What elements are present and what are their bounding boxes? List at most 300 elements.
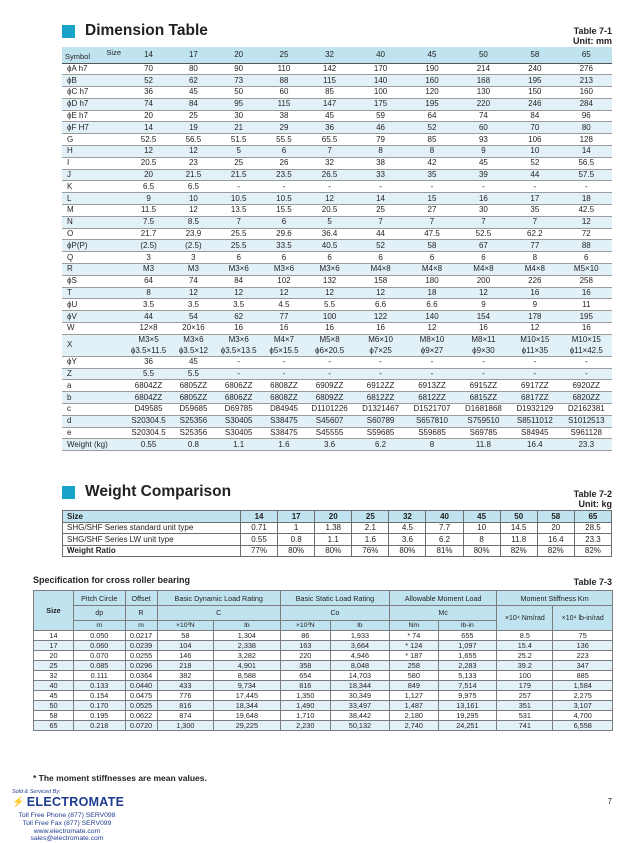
roller-value-cell: 347 [553,661,613,671]
roller-value-cell: 0.0255 [125,651,157,661]
dimension-value-cell: 6.2 [355,439,406,451]
weight-value-cell: 11.8 [500,534,537,546]
fax-text: Toll Free Fax (877) SERV099 [22,819,112,827]
roller-value-cell: 7,514 [438,681,497,691]
dimension-value-cell: 106 [509,134,560,146]
dimension-symbol-cell: T [62,287,124,299]
dimension-value-cell: 14 [355,193,406,205]
dimension-value-cell: 36 [304,122,355,134]
weight-value-cell: 3.6 [389,534,426,546]
dimension-symbol-cell: ϕC h7 [62,87,124,99]
roller-group-header: Pitch Circle [74,591,126,606]
dimension-value-cell: 6917ZZ [509,380,560,392]
dimension-value-cell: - [458,368,509,380]
dimension-value-cell: 25 [173,110,214,122]
dimension-value-cell: 79 [355,134,406,146]
dimension-value-cell: 36.4 [304,228,355,240]
dimension-value-cell: S961128 [561,427,612,439]
dimension-value-cell: 6.5 [124,181,173,193]
roller-symbol-row [34,606,613,621]
weight-table-unit: Unit: kg [578,499,612,509]
dimension-value-cell: M10×15 [509,334,560,345]
dimension-value-cell: 6805ZZ [173,392,214,404]
dimension-value-cell: M5×8 [304,334,355,345]
dimension-table-unit: Unit: mm [573,36,612,46]
dimension-value-cell: 213 [561,75,612,87]
roller-value-cell: 9,975 [438,691,497,701]
roller-value-cell: 33,497 [330,701,389,711]
dimension-value-cell: 6815ZZ [458,392,509,404]
dimension-value-cell: D1681868 [458,404,509,416]
dimension-value-cell: 38 [264,110,305,122]
dimension-value-cell: 52 [509,157,560,169]
size-header-cell: 50 [458,47,509,63]
dimension-value-cell: D1101226 [304,404,355,416]
dimension-value-cell: 29 [264,122,305,134]
dimension-value-cell: 102 [264,275,305,287]
roller-value-cell: 849 [390,681,438,691]
dimension-value-cell: - [458,356,509,368]
roller-value-cell: 816 [157,701,213,711]
dimension-value-cell: 1.6 [264,439,305,451]
dimension-value-cell: 20 [124,110,173,122]
weight-value-cell: 2.1 [352,522,389,534]
size-header-cell: 25 [352,511,389,523]
weight-value-cell: 1.38 [315,522,352,534]
dimension-symbol-cell: ϕF H7 [62,122,124,134]
dimension-value-cell: 6 [264,216,305,228]
dimension-value-cell: 14 [561,146,612,158]
dimension-value-cell: S69785 [458,427,509,439]
dimension-value-cell: 8 [509,252,560,264]
dimension-value-cell: 0.55 [124,439,173,451]
dimension-value-cell: M10×15 [561,334,612,345]
roller-value-cell: 1,350 [280,691,330,701]
dimension-value-cell: - [406,181,457,193]
roller-value-cell: 100 [497,671,553,681]
dimension-value-cell: 142 [304,63,355,75]
dimension-value-cell: - [561,181,612,193]
dimension-symbol-cell: ϕP(P) [62,240,124,252]
roller-value-cell: 86 [280,631,330,641]
dimension-value-cell: 16 [264,323,305,335]
roller-unit-cell: lb-in [438,621,497,631]
dimension-row [62,380,612,392]
dimension-value-cell: M3×6 [173,334,214,345]
dimension-value-cell: M3×6 [214,264,264,276]
roller-symbol-cell: Mc [390,606,497,621]
dimension-value-cell: 16 [509,287,560,299]
dimension-row [62,216,612,228]
dimension-value-cell: 6.6 [355,299,406,311]
roller-value-cell: 0.170 [74,701,126,711]
weight-value-cell: 77% [241,545,278,557]
dimension-value-cell: D1932129 [509,404,560,416]
dimension-value-cell: ϕ9×30 [458,345,509,356]
dimension-row-x-bottom [62,345,612,356]
dimension-value-cell: 7 [406,216,457,228]
dimension-value-cell: 40.5 [304,240,355,252]
roller-value-cell: 14,703 [330,671,389,681]
dimension-value-cell: S20304.5 [124,415,173,427]
dimension-value-cell: 23.5 [264,169,305,181]
dimension-row [62,193,612,205]
dimension-value-cell: M4×7 [264,334,305,345]
dimension-value-cell: 85 [304,87,355,99]
roller-value-cell: 2,283 [438,661,497,671]
roller-value-cell: 3,664 [330,641,389,651]
dimension-value-cell: 6808ZZ [264,392,305,404]
dimension-value-cell: 44 [124,311,173,323]
dimension-value-cell: 45 [173,356,214,368]
dimension-row-x-top [62,334,612,345]
dimension-value-cell: 7 [355,216,406,228]
contact-info [12,812,122,843]
dimension-value-cell: 12 [173,205,214,217]
roller-size-cell: 20 [34,651,74,661]
weight-value-cell: 7.7 [426,522,463,534]
dimension-value-cell: M6×10 [355,334,406,345]
dimension-value-cell: S25356 [173,415,214,427]
dimension-value-cell: 16 [561,287,612,299]
dimension-value-cell: M8×10 [406,334,457,345]
dimension-value-cell: 12 [355,287,406,299]
roller-spec-table [33,590,613,731]
dimension-value-cell: 54 [173,311,214,323]
dimension-value-cell: M4×8 [355,264,406,276]
roller-value-cell: 2,338 [214,641,281,651]
roller-value-cell: 136 [553,641,613,651]
dimension-value-cell: 60 [458,122,509,134]
dimension-value-cell: 59 [355,110,406,122]
weight-row [63,522,612,534]
dimension-value-cell: 5 [304,216,355,228]
roller-value-cell: 0.085 [74,661,126,671]
dimension-value-cell: 195 [561,311,612,323]
dimension-value-cell: 27 [406,205,457,217]
dimension-value-cell: 62.2 [509,228,560,240]
dimension-symbol-cell: ϕE h7 [62,110,124,122]
dimension-value-cell: 12 [458,287,509,299]
dimension-value-cell: 4.5 [264,299,305,311]
roller-row [34,661,613,671]
roller-row [34,681,613,691]
roller-value-cell: 4,700 [553,711,613,721]
dimension-value-cell: 170 [355,63,406,75]
dimension-value-cell: ϕ7×25 [355,345,406,356]
dimension-value-cell: 16 [214,323,264,335]
roller-value-cell: 358 [280,661,330,671]
dimension-title: Dimension Table [85,22,208,39]
dimension-value-cell: 56.5 [561,157,612,169]
roller-spec-title: Specification for cross roller bearing [33,575,191,585]
footnote: * The moment stiffnesses are mean values. [33,773,207,783]
weight-value-cell: 80% [315,545,352,557]
dimension-value-cell: 25.5 [214,228,264,240]
roller-value-cell: 0.0622 [125,711,157,721]
dimension-value-cell: - [214,368,264,380]
dimension-value-cell: - [561,368,612,380]
roller-value-cell: 0.0525 [125,701,157,711]
roller-value-cell: 39.2 [497,661,553,671]
dimension-value-cell: 45 [173,87,214,99]
dimension-value-cell: S60789 [355,415,406,427]
dimension-value-cell: 88 [561,240,612,252]
roller-value-cell: 3,282 [214,651,281,661]
dimension-value-cell: 3.5 [214,299,264,311]
dimension-value-cell: 35 [406,169,457,181]
roller-unit-cell: m [74,621,126,631]
dimension-value-cell: 6 [406,252,457,264]
dimension-symbol-cell: ϕY [62,356,124,368]
dimension-value-cell: 26 [264,157,305,169]
roller-value-cell: 220 [280,651,330,661]
dimension-value-cell: 6 [264,252,305,264]
dimension-value-cell: M3×6 [214,334,264,345]
dimension-value-cell: 120 [406,87,457,99]
dimension-symbol-cell: R [62,264,124,276]
dimension-value-cell: 6 [458,252,509,264]
roller-value-cell: 218 [157,661,213,671]
km-unit-header: ×10⁴ lb-in/rad [553,606,613,631]
size-header-cell: 65 [561,47,612,63]
dimension-value-cell: M4×8 [509,264,560,276]
dimension-value-cell: 60 [264,87,305,99]
dimension-value-cell: 6806ZZ [214,380,264,392]
dimension-value-cell: 128 [561,134,612,146]
roller-value-cell: 1,710 [280,711,330,721]
dimension-value-cell: 70 [124,63,173,75]
dimension-value-cell: 62 [173,75,214,87]
dimension-value-cell: 11 [561,299,612,311]
dimension-value-cell: D2162381 [561,404,612,416]
dimension-value-cell: - [458,181,509,193]
dimension-value-cell: 132 [304,275,355,287]
roller-value-cell: 1,097 [438,641,497,651]
dimension-value-cell: 65.5 [304,134,355,146]
roller-row [34,711,613,721]
roller-value-cell: 17,445 [214,691,281,701]
dimension-value-cell: 39 [458,169,509,181]
dimension-value-cell: 62 [214,311,264,323]
dimension-value-cell: - [304,181,355,193]
dimension-value-cell: 3.6 [304,439,355,451]
weight-value-cell: 82% [574,545,611,557]
dimension-symbol-cell: ϕV [62,311,124,323]
email-link[interactable]: sales@electromate.com [30,835,104,843]
dimension-symbol-cell: I [62,157,124,169]
weight-title: Weight Comparison [85,483,232,500]
dimension-value-cell: - [509,368,560,380]
roller-unit-cell: lb [330,621,389,631]
weight-value-cell: 0.55 [241,534,278,546]
roller-value-cell: 2,740 [390,721,438,731]
dimension-symbol-cell: Z [62,368,124,380]
dimension-symbol-cell: ϕA h7 [62,63,124,75]
dimension-value-cell: 6 [304,252,355,264]
dimension-symbol-cell: O [62,228,124,240]
weight-value-cell: 20 [537,522,574,534]
roller-size-cell: 58 [34,711,74,721]
size-header-cell: 20 [315,511,352,523]
dimension-row [62,299,612,311]
dimension-value-cell: 122 [355,311,406,323]
dimension-value-cell: 17 [509,193,560,205]
size-header-cell: 45 [406,47,457,63]
dimension-row [62,205,612,217]
weight-row-label: Weight Ratio [63,545,241,557]
dimension-value-cell: 25 [214,157,264,169]
roller-value-cell: 0.154 [74,691,126,701]
roller-value-cell: 2,275 [553,691,613,701]
dimension-value-cell: - [509,356,560,368]
dimension-value-cell: 9 [509,299,560,311]
dimension-value-cell: 52.5 [458,228,509,240]
dimension-value-cell: 7.5 [124,216,173,228]
weight-value-cell: 82% [500,545,537,557]
dimension-value-cell: 47.5 [406,228,457,240]
roller-group-header: Basic Static Load Rating [280,591,389,606]
weight-value-cell: 16.4 [537,534,574,546]
dimension-value-cell: - [406,368,457,380]
dimension-row [62,323,612,335]
roller-value-cell: 1,655 [438,651,497,661]
dimension-value-cell: ϕ3.5×12 [173,345,214,356]
weight-value-cell: 28.5 [574,522,611,534]
dimension-value-cell: 6812ZZ [355,392,406,404]
roller-symbol-cell: R [125,606,157,621]
roller-value-cell: 163 [280,641,330,651]
roller-value-cell: 15.4 [497,641,553,651]
roller-value-cell: 2,180 [390,711,438,721]
dimension-value-cell: 160 [406,75,457,87]
size-header-label: Size [106,48,121,57]
dimension-symbol-cell: ϕS [62,275,124,287]
weight-table-label [574,489,612,509]
dimension-value-cell: - [355,356,406,368]
dimension-value-cell: 19 [173,122,214,134]
dimension-value-cell: 12 [173,146,214,158]
dimension-value-cell: - [264,368,305,380]
dimension-value-cell: 9 [458,299,509,311]
dimension-value-cell: 220 [458,98,509,110]
dimension-value-cell: 6817ZZ [509,392,560,404]
dimension-value-cell: 276 [561,63,612,75]
symbol-header-label: Symbol [65,51,91,61]
sold-by-label: Sold & Serviced By: [12,789,61,795]
dimension-value-cell: 3.5 [124,299,173,311]
dimension-value-cell: 6 [561,252,612,264]
roller-value-cell: * 74 [390,631,438,641]
dimension-value-cell: 15 [406,193,457,205]
dimension-value-cell: - [509,181,560,193]
dimension-value-cell: S25356 [173,427,214,439]
dimension-value-cell: 158 [355,275,406,287]
dimension-value-cell: 30 [458,205,509,217]
roller-symbol-cell: C [157,606,280,621]
weight-row [63,545,612,557]
dimension-symbol-cell: ϕD h7 [62,98,124,110]
dimension-value-cell: 46 [355,122,406,134]
weight-value-cell: 81% [426,545,463,557]
dimension-value-cell: 23 [173,157,214,169]
dimension-value-cell: - [214,356,264,368]
dimension-value-cell: 5 [214,146,264,158]
dimension-value-cell: 77 [264,311,305,323]
dimension-value-cell: 9 [124,193,173,205]
roller-value-cell: 4,901 [214,661,281,671]
dimension-row [62,439,612,451]
roller-row [34,651,613,661]
dimension-value-cell: 21.7 [124,228,173,240]
dimension-value-cell: 6920ZZ [561,380,612,392]
dimension-value-cell: 6 [355,252,406,264]
roller-value-cell: 874 [157,711,213,721]
roller-value-cell: 885 [553,671,613,681]
dimension-value-cell: 21.5 [214,169,264,181]
dimension-value-cell: ϕ3.5×11.5 [124,345,173,356]
dimension-value-cell: 1.1 [214,439,264,451]
roller-value-cell: 19,295 [438,711,497,721]
roller-value-cell: 0.0475 [125,691,157,701]
dimension-symbol-cell: N [62,216,124,228]
dimension-value-cell: - [214,181,264,193]
dimension-value-cell: 72 [561,228,612,240]
dimension-row [62,311,612,323]
roller-value-cell: 18,344 [214,701,281,711]
roller-value-cell: * 187 [390,651,438,661]
roller-value-cell: 1,304 [214,631,281,641]
dimension-value-cell: S59685 [406,427,457,439]
dimension-value-cell: - [264,356,305,368]
dimension-value-cell: D1521707 [406,404,457,416]
phone-text: Toll Free Phone (877) SERV098 [18,812,116,819]
dimension-value-cell: S759510 [458,415,509,427]
dimension-value-cell: 15.5 [264,205,305,217]
dimension-row [62,287,612,299]
dimension-value-cell: 12 [173,287,214,299]
dimension-row [62,110,612,122]
dimension-value-cell: 29.6 [264,228,305,240]
dimension-table [62,47,612,451]
dimension-value-cell: 180 [406,275,457,287]
roller-value-cell: 654 [280,671,330,681]
dimension-value-cell: 20.5 [124,157,173,169]
dimension-value-cell: 12 [561,216,612,228]
dimension-value-cell: - [406,356,457,368]
roller-table-number: Table 7-3 [573,577,612,587]
dimension-value-cell: M3 [173,264,214,276]
roller-value-cell: 1,933 [330,631,389,641]
dimension-value-cell: M3×6 [264,264,305,276]
dimension-value-cell: D49585 [124,404,173,416]
weight-value-cell: 8 [463,534,500,546]
dimension-value-cell: 3 [124,252,173,264]
dimension-symbol-cell: e [62,427,124,439]
dimension-value-cell: 8.5 [173,216,214,228]
dimension-value-cell: 38 [355,157,406,169]
dimension-value-cell: 84 [509,110,560,122]
roller-size-cell: 65 [34,721,74,731]
roller-value-cell: 0.111 [74,671,126,681]
roller-row [34,721,613,731]
roller-value-cell: 75 [553,631,613,641]
dimension-value-cell: 8 [124,287,173,299]
website-link[interactable]: www.electromate.com [33,827,101,835]
dimension-value-cell: 35 [509,205,560,217]
dimension-value-cell: 5.5 [304,299,355,311]
size-header-cell: 32 [389,511,426,523]
